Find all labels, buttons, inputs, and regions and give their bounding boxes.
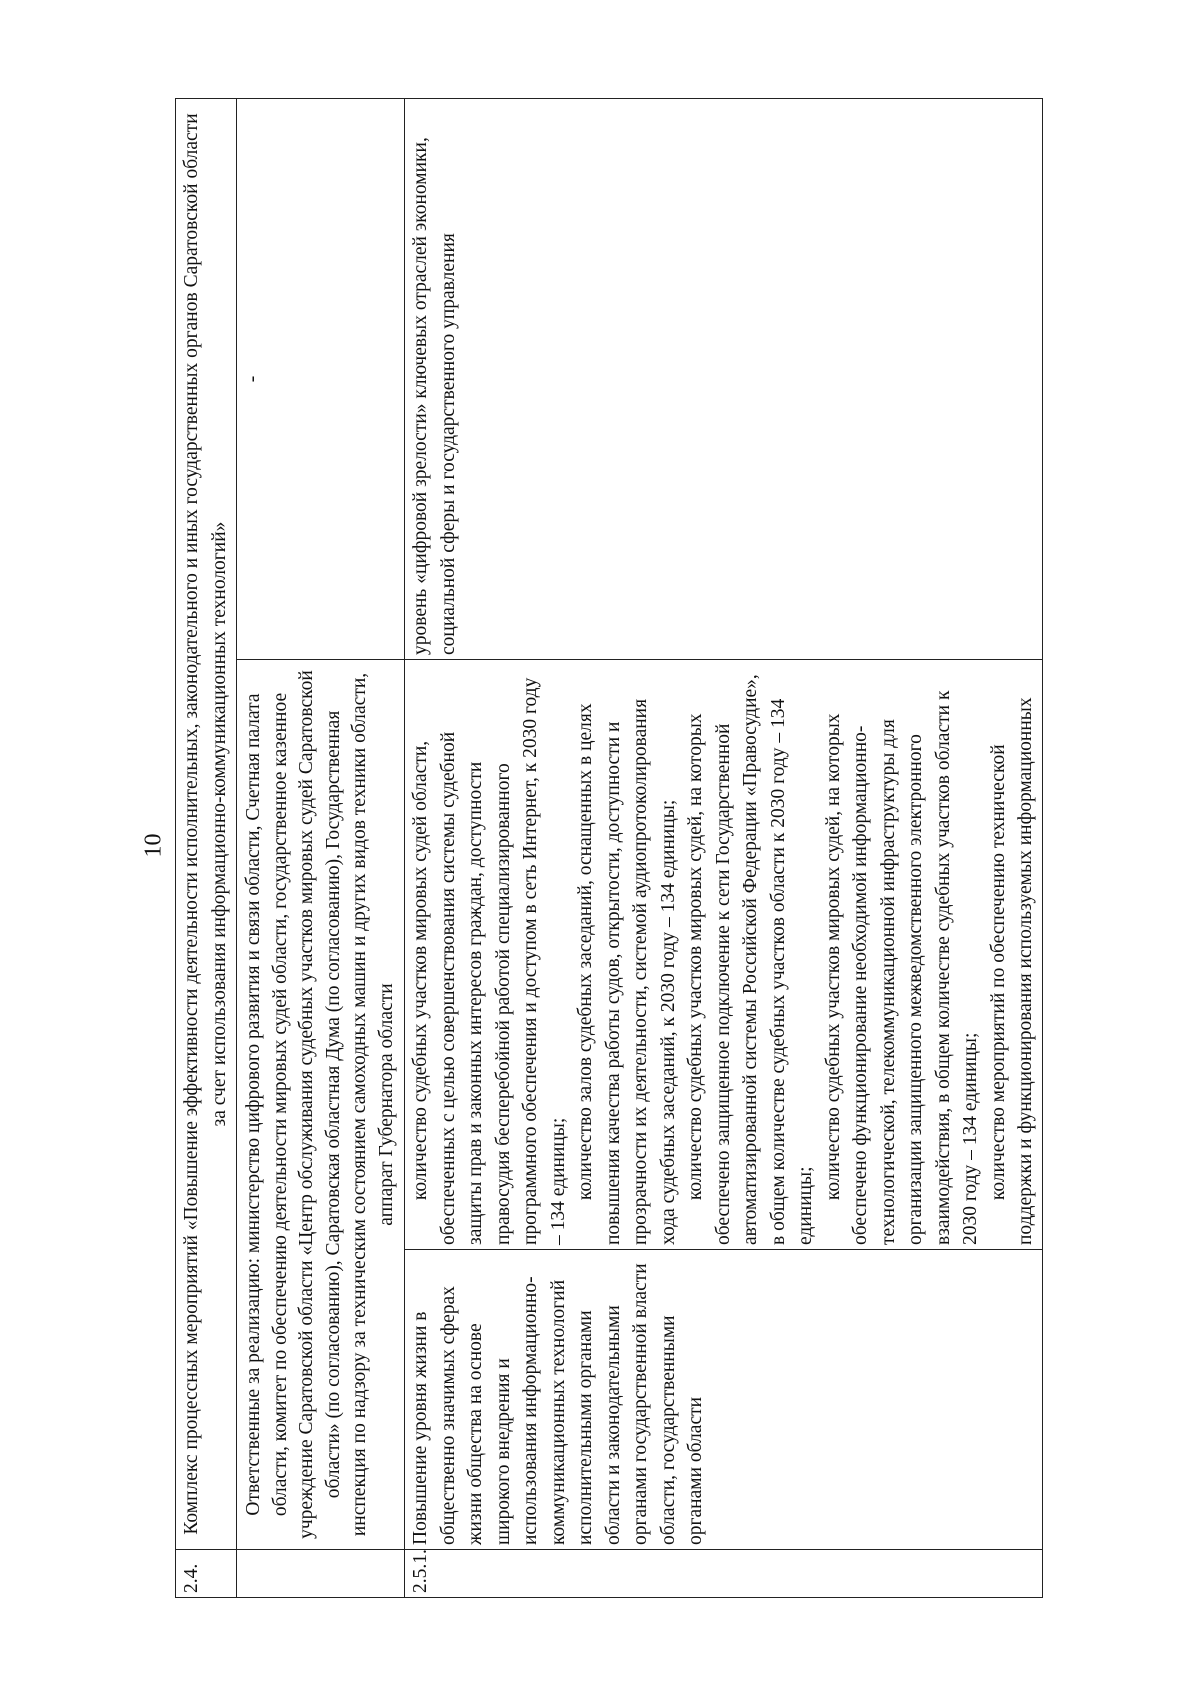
program-table: [175, 98, 1043, 1598]
task-number: 2.5.1.: [405, 1550, 1043, 1598]
indicators-cell: [405, 660, 1043, 1250]
dash-cell: -: [237, 99, 405, 660]
target-indicator: уровень «цифровой зрелости» ключевых отраслей экономики, социальной сферы и государственного управления: [405, 99, 1043, 660]
indicator-item: количество судебных участков мировых судей области, обеспеченных с целью совершенствования системы судебной защиты прав и законных интересов граждан, доступности правосудия бесперебойной работой специализированного программного обеспечения и доступом в сеть Интернет, к 2030 году – 134 единицы;: [410, 677, 569, 1245]
page-number: 10: [140, 833, 167, 858]
indicator-item: количество судебных участков мировых судей, на которых обеспечено функционирование необходимой информационно-технологической, телекоммуникационной инфраструктуры для организации защищенного межведомственного электронного взаимодействия, в общем количестве судебных участков области к 2030 году – 134 единицы;: [822, 690, 981, 1245]
indicator-item: количество мероприятий по обеспечению технической поддержки и функционирования используемых информационных: [987, 697, 1036, 1245]
section-heading-row: [176, 99, 237, 1598]
section-heading: Комплекс процессных мероприятий «Повышение эффективности деятельности исполнительных, законодательного и иных государственных органов Саратовской области за счет использования информационно-коммуникационных технологий»: [176, 99, 237, 1550]
responsible-text: Ответственные за реализацию: министерство цифрового развития и связи области, Счетная палата области, комитет по обеспечению деятельности мировых судей области, государственное казенное учреждение Саратовской области «Центр обслуживания судебных участков мировых судей Саратовской области» (по согласованию), Саратовская областная Дума (по согласованию), Государственная инспекция по надзору за техническим состоянием самоходных машин и других видов техники области, аппарат Губернатора области: [237, 660, 405, 1550]
indicator-item: количество залов судебных заседаний, оснащенных в целях повышения качества работы судов, открытости, доступности и прозрачности их деятельности, системой аудиопротоколирования хода судебных заседаний, к 2030 году – 134 единицы;: [575, 698, 679, 1245]
indicator-item: количество судебных участков мировых судей, на которых обеспечено защищенное подключение к сети Государственной автоматизированной системы Российской Федерации «Правосудие», в общем количестве судебных участков области к 2030 году – 134 единицы;: [685, 674, 816, 1245]
program-table-sheet: [175, 98, 1075, 1598]
responsible-row: [237, 99, 405, 1598]
task-row: [405, 99, 1043, 1598]
section-number: 2.4.: [176, 1550, 237, 1598]
task-description: Повышение уровня жизни в общественно значимых сферах жизни общества на основе широкого внедрения и использования информационно-коммуникационных технологий исполнительными органами области и законодательными органами государственной власти области, государственными органами области: [405, 1250, 1043, 1550]
empty-cell: [237, 1550, 405, 1598]
